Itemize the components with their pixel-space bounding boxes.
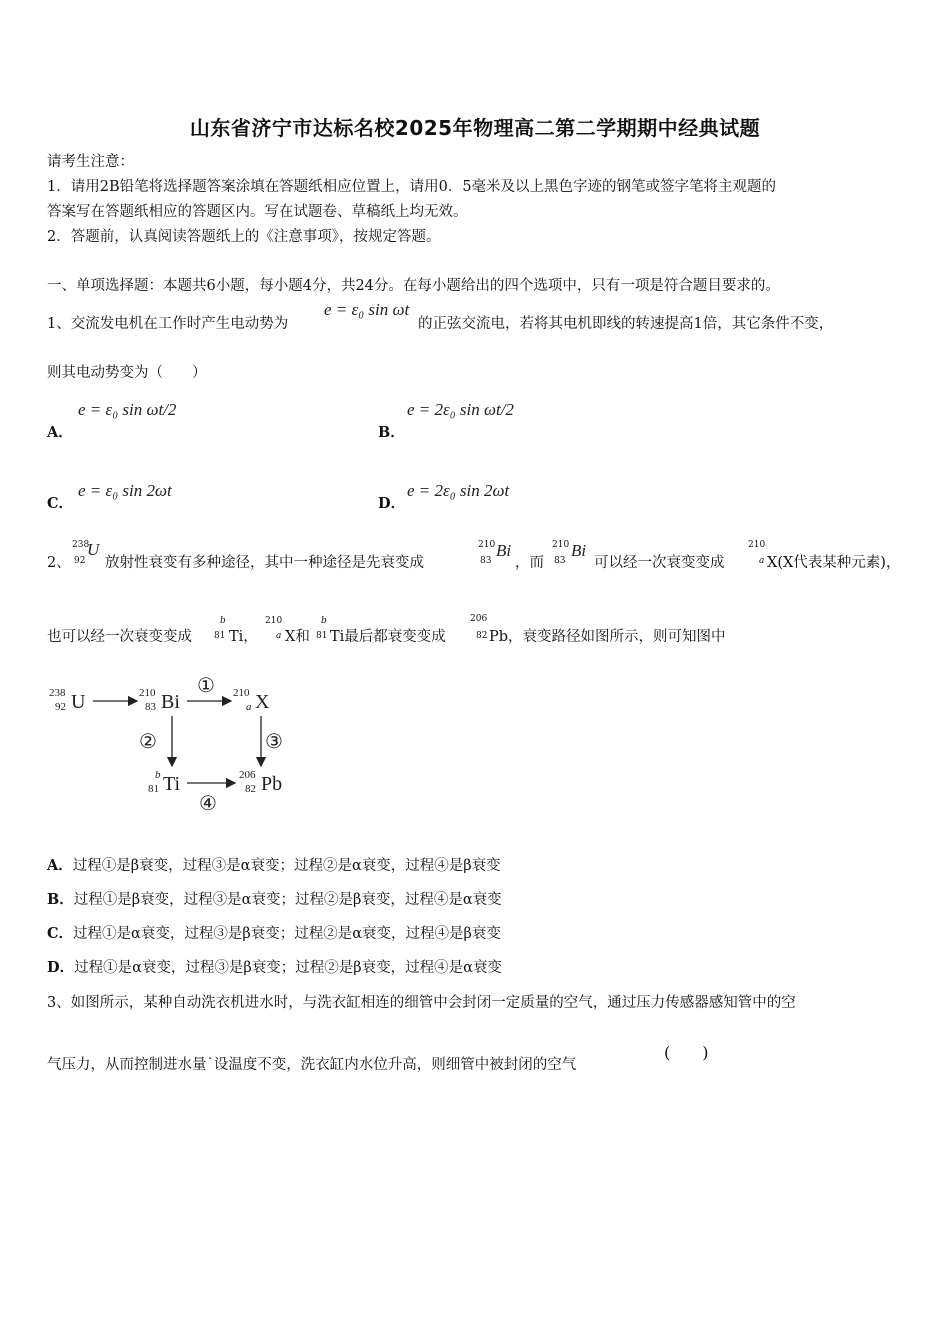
q2-option-c-label: C． xyxy=(47,925,74,942)
notice-line-1: 1．请用2B铅笔将选择题答案涂填在答题纸相应位置上，请用0．5毫米及以上黑色字迹的钢笔或签字笔将主观题的 xyxy=(47,179,777,195)
diagram-u-mass: 238 xyxy=(49,687,66,699)
q2-option-b-text: 过程①是β衰变，过程③是α衰变；过程②是β衰变，过程④是α衰变 xyxy=(73,892,502,908)
diagram-pb-mass: 206 xyxy=(239,769,256,781)
q1-option-d-label[interactable]: D． xyxy=(378,495,406,512)
diagram-u-symbol: U xyxy=(71,691,86,713)
diagram-step-3: ③ xyxy=(265,731,283,753)
diagram-step-1: ① xyxy=(197,675,215,697)
q2-x-mass-2: 210 xyxy=(265,616,283,626)
q2-option-b[interactable] xyxy=(47,890,502,910)
notice-line-3: 2．答题前，认真阅读答题纸上的《注意事项》，按规定答题。 xyxy=(47,229,441,245)
q2-pb-mass: 206 xyxy=(470,614,488,624)
q2-option-b-label: B． xyxy=(47,891,74,908)
q2-u-mass: 238 xyxy=(72,540,90,550)
diagram-x-symbol: X xyxy=(255,691,270,713)
q2-text-c: X(X代表某种元素)， xyxy=(767,555,901,571)
q2-u-z: 92 xyxy=(74,556,86,566)
q2-option-a-text: 过程①是β衰变，过程③是α衰变；过程②是α衰变，过程④是β衰变 xyxy=(72,858,501,874)
diagram-x-mass: 210 xyxy=(233,687,250,699)
q2-x-mass: 210 xyxy=(748,540,766,550)
diagram-bi-z: 83 xyxy=(145,701,156,713)
q2-bi-mass: 210 xyxy=(478,540,496,550)
q2-bi-symbol: Bi xyxy=(496,541,512,560)
q1-stem-a: 1、交流发电机在工作时产生电动势为 xyxy=(47,316,289,332)
diagram-step-4: ④ xyxy=(199,793,217,815)
q2-text-a: 放射性衰变有多种途径，其中一种途径是先衰变成 xyxy=(105,555,424,571)
q2-text-b: 可以经一次衰变变成 xyxy=(594,555,725,571)
q2-ti-mass-2: b xyxy=(321,616,327,626)
q2-line2-d: Ti最后都衰变变成 xyxy=(330,629,446,645)
q3-line-2: 气压力，从而控制进水量˙设温度不变，洗衣缸内水位升高，则细管中被封闭的空气 xyxy=(47,1057,577,1073)
q2-x-z: a xyxy=(759,556,765,566)
q1-option-a-formula[interactable]: e = ε₀ sin ωt/2 xyxy=(78,400,177,419)
q2-option-d[interactable] xyxy=(47,958,502,978)
q2-bi-symbol-2: Bi xyxy=(571,541,587,560)
diagram-u-z: 92 xyxy=(55,701,66,713)
q1-option-c-label[interactable]: C． xyxy=(47,495,74,512)
section-heading: 一、单项选择题：本题共6小题，每小题4分，共24分。在每小题给出的四个选项中，只有一项是符合题目要求的。 xyxy=(47,278,780,294)
diagram-ti-symbol: Ti xyxy=(163,773,181,795)
notice-heading: 请考生注意： xyxy=(47,154,134,170)
q2-option-c-text: 过程①是α衰变，过程③是β衰变；过程②是α衰变，过程④是β衰变 xyxy=(73,926,501,942)
diagram-bi-symbol: Bi xyxy=(161,691,180,713)
q3-answer-paren: ( ) xyxy=(664,1043,709,1062)
q2-pb-z: 82 xyxy=(476,631,488,641)
q2-line2-a: 也可以经一次衰变变成 xyxy=(47,629,192,645)
page-title: 山东省济宁市达标名校2025年物理高二第二学期期中经典试题 xyxy=(189,116,761,140)
q3-line-1: 3、如图所示，某种自动洗衣机进水时，与洗衣缸相连的细管中会封闭一定质量的空气，通过压力传感器感知管中的空 xyxy=(47,995,796,1011)
q1-option-a-label[interactable]: A． xyxy=(47,424,73,441)
diagram-pb-symbol: Pb xyxy=(261,773,283,795)
q1-stem-c: 则其电动势变为（ ） xyxy=(47,365,207,381)
q2-bi-z-2: 83 xyxy=(554,556,566,566)
q2-line2-e: Pb，衰变路径如图所示，则可知图中 xyxy=(489,629,726,645)
q2-x-z-2: a xyxy=(276,631,282,641)
diagram-pb-z: 82 xyxy=(245,783,256,795)
q2-u-symbol: U xyxy=(87,540,100,559)
q2-option-c[interactable] xyxy=(47,924,501,944)
decay-diagram xyxy=(45,670,305,820)
notice-line-2: 答案写在答题纸相应的答题区内。写在试题卷、草稿纸上均无效。 xyxy=(47,204,468,220)
q2-line2-c: X和 xyxy=(285,629,310,645)
q2-option-a-label: A． xyxy=(47,857,73,874)
diagram-x-z: a xyxy=(246,701,252,713)
q1-option-c-formula[interactable]: e = ε₀ sin 2ωt xyxy=(78,481,172,500)
q2-number: 2、 xyxy=(47,555,71,571)
q1-formula: e = ε₀ sin ωt xyxy=(324,300,410,319)
diagram-ti-mass: b xyxy=(155,769,161,781)
diagram-ti-z: 81 xyxy=(148,783,159,795)
diagram-bi-mass: 210 xyxy=(139,687,156,699)
q2-ti-z-2: 81 xyxy=(316,631,328,641)
q2-option-d-text: 过程①是α衰变，过程③是β衰变；过程②是β衰变，过程④是α衰变 xyxy=(74,960,502,976)
q2-bi-mass-2: 210 xyxy=(552,540,570,550)
q2-bi-z: 83 xyxy=(480,556,492,566)
q1-stem-b: 的正弦交流电，若将其电机即线的转速提高1倍，其它条件不变， xyxy=(418,316,834,332)
q2-option-d-label: D． xyxy=(47,959,75,976)
diagram-step-2: ② xyxy=(139,731,157,753)
q1-option-d-formula[interactable]: e = 2ε₀ sin 2ωt xyxy=(407,481,510,500)
q2-option-a[interactable] xyxy=(47,856,501,876)
q2-ti-mass: b xyxy=(220,616,226,626)
q2-ti-z: 81 xyxy=(214,631,226,641)
q1-option-b-formula[interactable]: e = 2ε₀ sin ωt/2 xyxy=(407,400,514,419)
q1-option-b-label[interactable]: B． xyxy=(378,424,405,441)
q2-comma: ，而 xyxy=(515,555,544,571)
q2-line2-b: Ti， xyxy=(229,629,258,645)
